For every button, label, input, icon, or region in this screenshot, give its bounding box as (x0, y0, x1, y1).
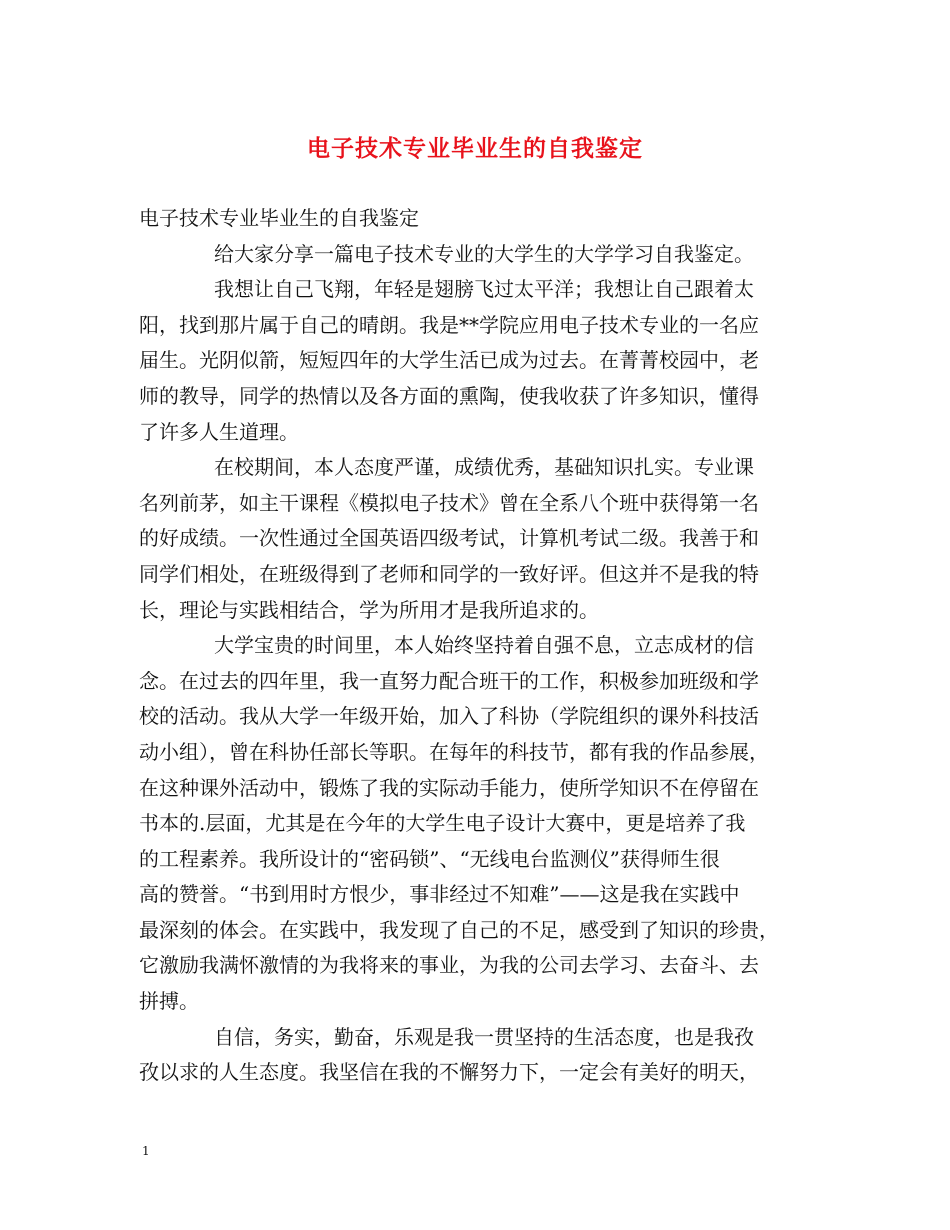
body-line: 师的教导，同学的热情以及各方面的熏陶，使我收获了许多知识，懂得 (139, 383, 759, 408)
body-line: 阳，找到那片属于自己的晴朗。我是**学院应用电子技术专业的一名应 (139, 312, 759, 337)
body-line: 拼搏。 (139, 989, 199, 1014)
body-line: 它激励我满怀激情的为我将来的事业，为我的公司去学习、去奋斗、去 (139, 953, 759, 978)
body-line: 同学们相处，在班级得到了老师和同学的一致好评。但这并不是我的特 (139, 561, 759, 586)
body-line: 动小组），曾在科协任部长等职。在每年的科技节，都有我的作品参展， (139, 739, 769, 764)
body-line: 大学宝贵的时间里，本人始终坚持着自强不息，立志成材的信 (214, 633, 754, 658)
body-line: 书本的.层面，尤其是在今年的大学生电子设计大赛中，更是培养了我 (139, 811, 746, 836)
body-line: 了许多人生道理。 (139, 419, 299, 444)
body-line: 高的赞誉。“书到用时方恨少，事非经过不知难”——这是我在实践中 (139, 882, 740, 907)
body-line: 名列前茅，如主干课程《模拟电子技术》曾在全系八个班中获得第一名 (139, 490, 759, 515)
document-title: 电子技术专业毕业生的自我鉴定 (307, 136, 643, 162)
body-line: 给大家分享一篇电子技术专业的大学生的大学学习自我鉴定。 (214, 241, 754, 266)
body-line: 在这种课外活动中，锻炼了我的实际动手能力，使所学知识不在停留在 (139, 775, 759, 800)
body-line: 自信，务实，勤奋，乐观是我一贯坚持的生活态度，也是我孜 (214, 1024, 754, 1049)
page-number: 1 (142, 1144, 150, 1158)
document-body (139, 201, 829, 1091)
body-line: 我想让自己飞翔，年轻是翅膀飞过太平洋；我想让自己跟着太 (214, 277, 754, 302)
body-line: 的工程素养。我所设计的“密码锁”、“无线电台监测仪”获得师生很 (139, 846, 720, 871)
body-line: 长，理论与实践相结合，学为所用才是我所追求的。 (139, 597, 599, 622)
body-line: 在校期间，本人态度严谨，成绩优秀，基础知识扎实。专业课 (214, 455, 754, 480)
body-line: 校的活动。我从大学一年级开始，加入了科协（学院组织的课外科技活 (139, 704, 759, 729)
body-line: 念。在过去的四年里，我一直努力配合班干的工作，积极参加班级和学 (139, 668, 759, 693)
body-line: 电子技术专业毕业生的自我鉴定 (139, 206, 419, 230)
body-line: 孜以求的人生态度。我坚信在我的不懈努力下，一定会有美好的明天， (139, 1060, 759, 1085)
body-line: 的好成绩。一次性通过全国英语四级考试，计算机考试二级。我善于和 (139, 526, 759, 551)
body-line: 届生。光阴似箭，短短四年的大学生活已成为过去。在菁菁校园中，老 (139, 348, 759, 373)
body-line: 最深刻的体会。在实践中，我发现了自己的不足，感受到了知识的珍贵， (139, 917, 779, 942)
